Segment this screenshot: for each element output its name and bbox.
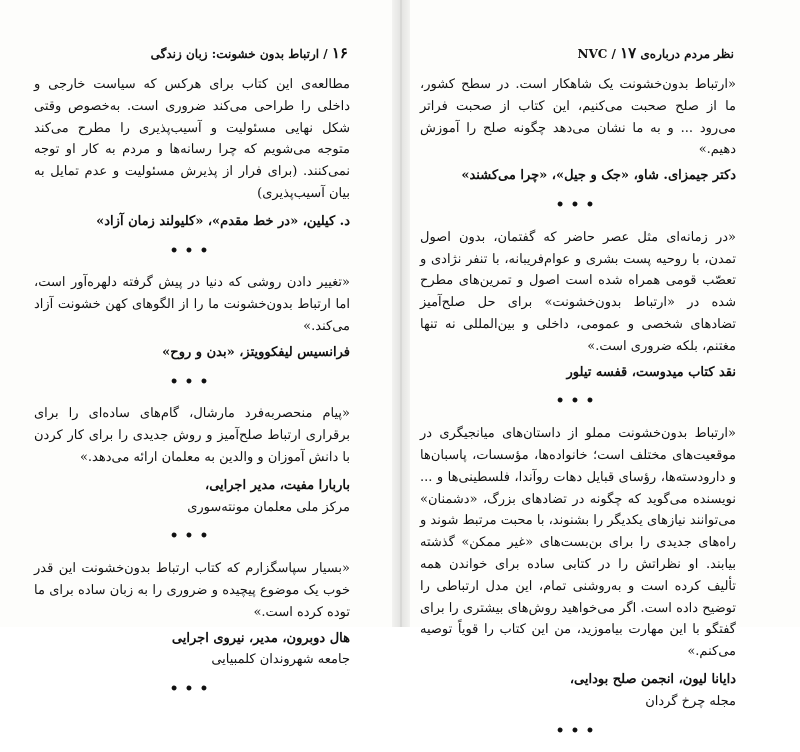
quote-text: «بسیار سپاسگزارم که کتاب ارتباط بدون‌خشونت این قدر خوب یک موضوع پیچیده و ضروری را به زبان ساده برای ما توده کرده است.»	[34, 561, 350, 620]
section-separator: •••	[555, 393, 601, 410]
quote-attribution: باربارا مفیت، مدیر اجرایی،	[205, 477, 350, 493]
page-body	[420, 74, 736, 752]
quote-attribution: فرانسیس لیفکوویتز، «بدن و روح»	[162, 344, 350, 360]
running-head	[577, 44, 734, 62]
section-separator: •••	[555, 196, 601, 213]
quote-attribution-line2: جامعه شهروندان کلمبیایی	[211, 652, 350, 668]
page-number: ۱۶	[331, 44, 348, 62]
left-page	[0, 0, 392, 698]
quote-attribution: د. کیلین، «در خط مقدم»، «کلیولند زمان آزاد»	[96, 213, 350, 229]
header-separator: /	[611, 47, 616, 61]
running-title: نظر مردم درباره‌ی NVC	[577, 47, 734, 61]
quote-attribution: هال دوبرون، مدیر، نیروی اجرایی	[171, 630, 350, 646]
quote-text: «پیام منحصربه‌فرد مارشال، گام‌های ساده‌ای را برای برقراری ارتباط صلح‌آمیز و روش جدیدی را برای کار کردن با دانش آموزان و والدین به معلمان ارائه می‌دهد.»	[34, 406, 350, 465]
book-gutter	[392, 0, 410, 627]
quote-attribution: دکتر جیمزای. شاو، «جک و جیل»، «چرا می‌کشند»	[461, 168, 736, 184]
section-separator: •••	[169, 242, 215, 259]
right-page	[410, 0, 800, 739]
quote-text: مطالعه‌ی این کتاب برای هرکس که سیاست خارجی و داخلی را طراحی می‌کند ضروری است. به‌خصوص وقتی شکل نهایی مسئولیت و آسیب‌پذیری را مطرح می‌کند متوجه می‌شویم که چرا رسانه‌ها و مردم به کار او توجه نمی‌کنند. (برای فرار از پذیرش مسئولیت و عدم تمایل به بیان آسیب‌پذیری)	[34, 77, 350, 201]
running-head	[151, 44, 348, 62]
quote-text: «ارتباط بدون‌خشونت یک شاهکار است. در سطح کشور، ما از صلح صحبت می‌کنیم، این کتاب از صحبت فراتر می‌رود ... و به ما نشان می‌دهد چگونه صلح را آموزش دهیم.»	[420, 77, 736, 158]
section-separator: •••	[169, 373, 215, 390]
quote-attribution: نقد کتاب میدوست، قفسه تیلور	[566, 364, 736, 380]
page-number: ۱۷	[620, 44, 637, 62]
running-title: ارتباط بدون خشونت: زبان زندگی	[150, 47, 320, 61]
quote-attribution-line2: مجله چرخ گردان	[645, 693, 736, 709]
page-body	[34, 74, 350, 711]
quote-attribution: دایانا لیون، انجمن صلح بودایی،	[569, 671, 736, 687]
quote-text: «در زمانه‌ای مثل عصر حاضر که گفتمان، بدون اصول تمدن، با روحیه پست بشری و عوام‌فریبانه، با تنفر نژادی و تعصّب قومی همراه شده است اصول و تمرین‌های مطرح شده در «ارتباط بدون‌خشونت» برای حل صلح‌آمیز تضادهای شخصی و عمومی، داخلی و بین‌المللی نه تنها مغتنم، بلکه ضروری است.»	[420, 229, 736, 354]
section-separator: •••	[555, 722, 601, 739]
section-separator: •••	[169, 681, 215, 698]
quote-text: «ارتباط بدون‌خشونت مملو از داستان‌های میانجیگری در موقعیت‌های مختلف است؛ خانواده‌ها، مؤسسات، پاسبان‌ها و دارودسته‌ها، رؤسای قبایل دهات روآندا، فلسطینی‌ها و ... نویسنده می‌گوید که چگونه در تضادهای بزرگ، «دشمنان» می‌توانند نیازهای یکدیگر را بشنوند، با محبت مرتبط شوند و راه‌های جدیدی را برای بن‌بست‌های «غیر ممکن» گذشته بیابند. او نظراتش را در کتابی ساده برای خواندن همه تألیف کرده است و به‌روشنی تمام، این مدل ارتباطی را توضیح داده است. اگر می‌خواهید روش‌های بیشتری را برای گفتگو با این مهارت بیاموزید، من این کتاب را قویاً توصیه می‌کنم.»	[419, 426, 736, 660]
header-separator: /	[323, 47, 328, 61]
section-separator: •••	[169, 528, 215, 545]
quote-attribution-line2: مرکز ملی معلمان مونته‌سوری	[187, 499, 350, 515]
quote-text: «تغییر دادن روشی که دنیا در پیش گرفته دلهره‌آور است، اما ارتباط بدون‌خشونت ما را از الگوهای کهن خشونت آزاد می‌کند.»	[34, 275, 350, 334]
